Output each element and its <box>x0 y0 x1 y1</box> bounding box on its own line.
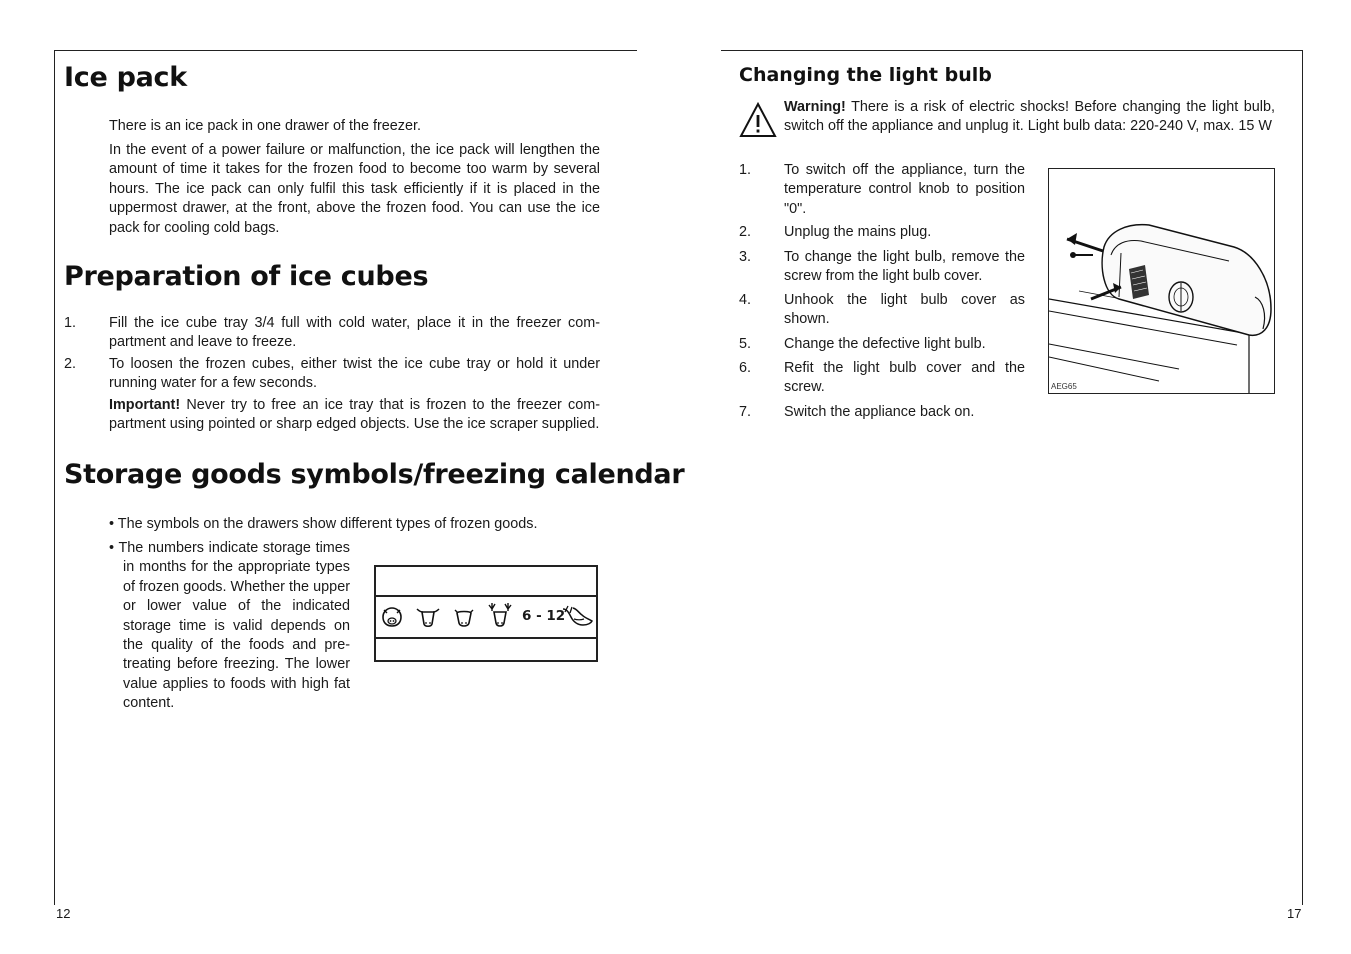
ice-pack-para-1: There is an ice pack in one drawer of the freezer. <box>109 118 421 134</box>
left-page-number: 12 <box>56 906 71 921</box>
light-bulb-step-5-text: Change the defective light bulb. <box>784 336 986 352</box>
light-bulb-step-7-text: Switch the appliance back on. <box>784 404 975 420</box>
light-bulb-heading: Changing the light bulb <box>739 64 992 86</box>
light-bulb-step-6-text: Refit the light bulb cover and the screw. <box>784 360 1025 396</box>
ice-cubes-step-2-text: To loosen the frozen cubes, either twist the ice cube tray or hold it under running water for a few seconds. <box>109 356 600 392</box>
freezing-calendar-symbol-band <box>376 595 596 639</box>
ice-cubes-step-1-number: 1. <box>64 315 77 331</box>
freezing-calendar <box>374 565 598 662</box>
left-page-side-rule <box>54 50 55 905</box>
ice-cubes-step-1-text: Fill the ice cube tray 3/4 full with cold water, place it in the freezer com-partment and leave to freeze. <box>109 315 600 351</box>
warning-label: Warning! <box>784 99 846 115</box>
cow-icon <box>414 603 442 631</box>
storage-bullet-1: • The symbols on the drawers show different types of frozen goods. <box>109 516 538 532</box>
warning-triangle-icon <box>739 101 777 139</box>
light-bulb-step-4-number: 4. <box>739 292 752 308</box>
poultry-icon <box>560 603 594 631</box>
pig-icon <box>378 603 406 631</box>
light-bulb-step-1-text: To switch off the appliance, turn the temperature control knob to position "0". <box>784 162 1025 217</box>
ice-pack-heading: Ice pack <box>64 62 187 93</box>
light-bulb-step-3-text: To change the light bulb, remove the screw from the light bulb cover. <box>784 249 1025 285</box>
right-page-number: 17 <box>1287 906 1302 921</box>
light-bulb-step-2-number: 2. <box>739 224 752 240</box>
ice-pack-para-2: In the event of a power failure or malfunction, the ice pack will lengthen the amount of time it takes for the frozen food to become too warm by several hours. The ice pack can only fulfil this task efficiently if it is placed in the uppermost drawer, at the front, above the frozen food. You can use the ice pack for cooling cold bags. <box>109 142 600 236</box>
ice-cubes-step-2-number: 2. <box>64 356 77 372</box>
figure-label: AEG65 <box>1051 382 1077 391</box>
ice-cubes-heading: Preparation of ice cubes <box>64 261 429 292</box>
right-page-top-rule <box>721 50 1303 51</box>
light-bulb-step-1-number: 1. <box>739 162 752 178</box>
light-bulb-step-3-number: 3. <box>739 249 752 265</box>
warning-text: There is a risk of electric shocks! Before changing the light bulb, switch off the appliance and unplug it. Light bulb data: 220-240 V, max. 15 W <box>784 99 1275 135</box>
light-bulb-step-7-number: 7. <box>739 404 752 420</box>
light-bulb-step-2-text: Unplug the mains plug. <box>784 224 932 240</box>
light-bulb-step-5-number: 5. <box>739 336 752 352</box>
right-page-side-rule <box>1302 50 1303 905</box>
light-bulb-step-4-text: Unhook the light bulb cover as shown. <box>784 292 1025 328</box>
storage-bullet-2: • The numbers indicate storage times in months for the appropriate types of frozen goods. Whether the upper or lower value of the indicated storage time is valid depends on the quality of the foods and pre-treating before freezing. The lower value applies to foods with high fat content. <box>109 540 350 712</box>
storage-heading: Storage goods symbols/freezing calendar <box>64 459 685 490</box>
deer-icon <box>486 601 514 631</box>
light-bulb-cover-drawing <box>1049 169 1275 394</box>
storage-months-label: 6 - 12 <box>522 608 566 624</box>
light-bulb-warning <box>784 98 1275 137</box>
light-bulb-step-6-number: 6. <box>739 360 752 376</box>
important-label: Important! <box>109 397 181 413</box>
ice-cubes-important-note <box>109 396 600 435</box>
light-bulb-cover-figure <box>1048 168 1275 394</box>
calf-icon <box>450 603 478 631</box>
important-text: Never try to free an ice tray that is frozen to the freezer com-partment using pointed or sharp edged objects. Use the ice scraper supplied. <box>109 397 600 433</box>
left-page-top-rule <box>54 50 637 51</box>
